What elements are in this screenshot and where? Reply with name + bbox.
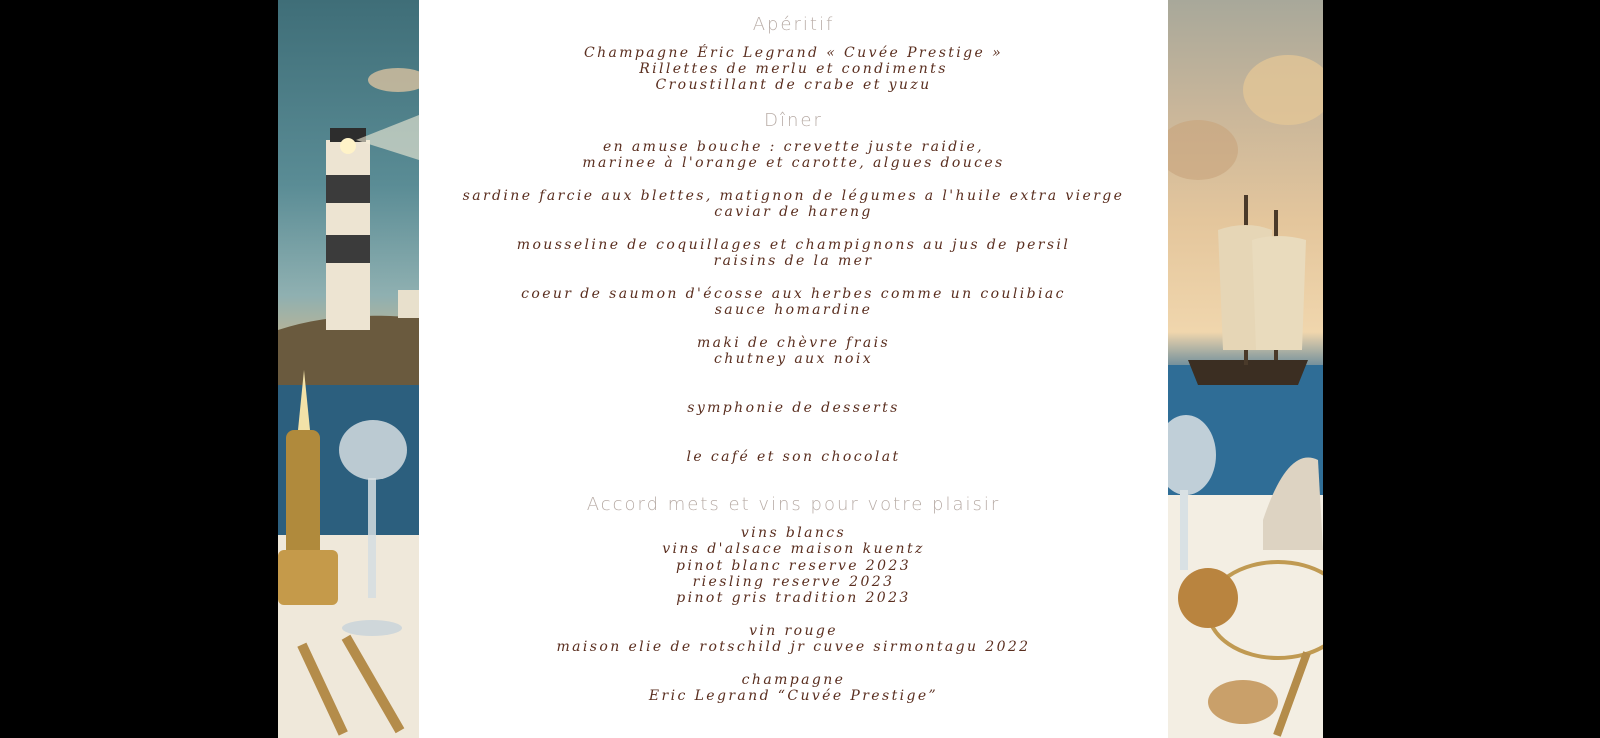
menu-item: coeur de saumon d'écosse aux herbes comme un coulibiac xyxy=(521,286,1066,302)
wine-item: Eric Legrand “Cuvée Prestige” xyxy=(648,688,939,704)
wine-item: riesling reserve 2023 xyxy=(692,574,895,590)
section-title-diner: Dîner xyxy=(764,110,823,131)
menu-item: chutney aux noix xyxy=(713,351,874,367)
wine-item: vins d'alsace maison kuentz xyxy=(662,541,925,557)
wine-item: maison elie de rotschild jr cuvee sirmontagu 2022 xyxy=(556,639,1031,655)
menu-item: caviar de hareng xyxy=(714,204,873,220)
left-artwork-panel xyxy=(278,0,419,738)
wine-item: pinot blanc reserve 2023 xyxy=(675,558,912,574)
menu-item: Croustillant de crabe et yuzu xyxy=(655,77,932,93)
wine-item: vins blancs xyxy=(740,525,847,541)
menu-item: symphonie de desserts xyxy=(687,400,900,416)
menu-item: raisins de la mer xyxy=(713,253,874,269)
menu-card xyxy=(419,0,1168,738)
menu-item: Champagne Éric Legrand « Cuvée Prestige » xyxy=(583,45,1004,61)
lighthouse-table-illustration xyxy=(278,0,419,738)
wine-item: pinot gris tradition 2023 xyxy=(676,590,911,606)
menu-item: Rillettes de merlu et condiments xyxy=(639,61,948,77)
section-title-aperitif: Apéritif xyxy=(752,14,835,35)
right-artwork-panel xyxy=(1168,0,1323,738)
menu-item: sardine farcie aux blettes, matignon de légumes a l'huile extra vierge xyxy=(462,188,1125,204)
section-title-accord: Accord mets et vins pour votre plaisir xyxy=(586,494,1001,515)
sailing-ship-table-illustration xyxy=(1168,0,1323,738)
menu-item: le café et son chocolat xyxy=(686,449,901,465)
wine-item: champagne xyxy=(741,672,846,688)
menu-item: sauce homardine xyxy=(714,302,873,318)
wine-item: vin rouge xyxy=(749,623,838,639)
menu-item: en amuse bouche : crevette juste raidie, xyxy=(602,139,985,155)
menu-item: maki de chèvre frais xyxy=(696,335,891,351)
menu-item: mousseline de coquillages et champignons au jus de persil xyxy=(516,237,1071,253)
menu-item: marinee à l'orange et carotte, algues douces xyxy=(582,155,1005,171)
